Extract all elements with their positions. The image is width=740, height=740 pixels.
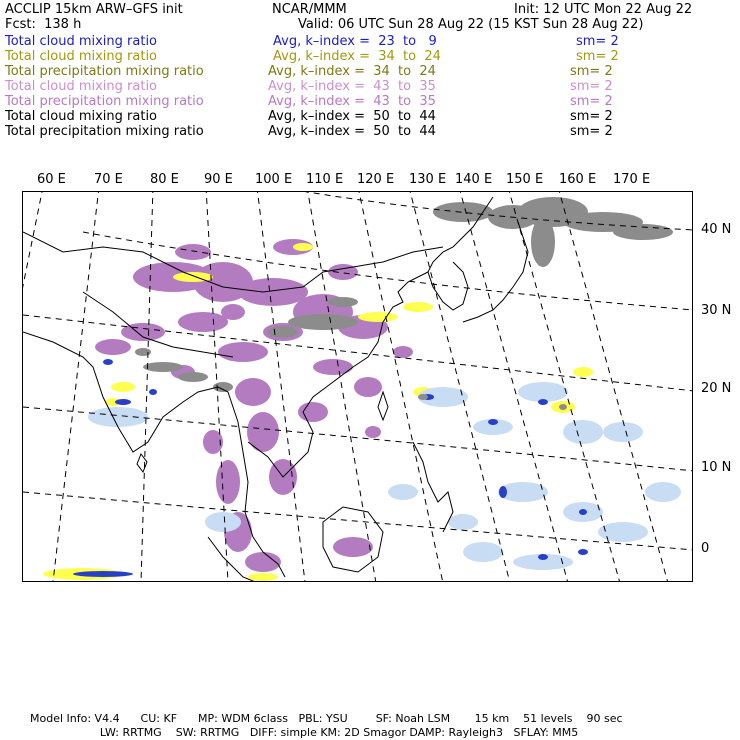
legend-field-name: Total precipitation mixing ratio — [5, 94, 204, 109]
model-title: ACCLIP 15km ARW–GFS init — [5, 2, 183, 17]
purple-cloud-area — [247, 412, 279, 452]
yellow-cloud-area — [573, 367, 593, 377]
gray-cloud-area — [143, 362, 183, 372]
blue-cloud-area — [538, 399, 548, 405]
purple-cloud-area — [354, 377, 382, 397]
legend-smoothing: sm= 2 — [570, 94, 613, 109]
yellow-cloud-area — [293, 243, 313, 251]
purple-cloud-area — [121, 323, 165, 341]
model-info-line1: Model Info: V4.4 CU: KF MP: WDM 6class PBL: YSU SF: Noah LSM 15 km 51 levels 90 sec — [30, 712, 623, 725]
legend-row — [5, 49, 735, 64]
legend-row — [5, 109, 735, 124]
forecast-hour: Fcst: 138 h — [5, 17, 82, 32]
latitude-label: 0 — [701, 541, 710, 556]
legend-field-name: Total precipitation mixing ratio — [5, 64, 204, 79]
longitude-label: 60 E — [37, 172, 66, 187]
gray-cloud-area — [268, 326, 298, 338]
legend-avg-range: Avg, k–index = 43 to 35 — [268, 94, 436, 109]
purple-cloud-area — [235, 378, 271, 406]
purple-cloud-area — [95, 339, 131, 355]
purple-cloud-area — [365, 426, 381, 438]
coastline-segment — [303, 247, 443, 287]
gray-cloud-area — [559, 404, 567, 410]
longitude-label: 70 E — [94, 172, 123, 187]
blue-cloud-area — [579, 509, 587, 515]
purple-cloud-area — [218, 342, 268, 362]
yellow-cloud-area — [111, 382, 135, 392]
latitude-label: 30 N — [701, 303, 732, 318]
legend-field-name: Total cloud mixing ratio — [5, 34, 158, 49]
legend-field-name: Total cloud mixing ratio — [5, 79, 158, 94]
blue-cloud-area — [538, 554, 548, 560]
gray-cloud-area — [418, 394, 428, 400]
blue-cloud-area — [115, 399, 131, 405]
legend-avg-range: Avg, k–index = 50 to 44 — [268, 109, 436, 124]
legend-avg-range: Avg, k–index = 43 to 35 — [268, 79, 436, 94]
legend-row — [5, 79, 735, 94]
gray-cloud-area — [531, 217, 555, 267]
coastline-segment — [137, 454, 147, 472]
blue-cloud-area — [103, 359, 113, 365]
longitude-label: 150 E — [506, 172, 544, 187]
blue-cloud-area — [488, 419, 498, 425]
legend-field-name: Total cloud mixing ratio — [5, 49, 158, 64]
legend-avg-range: Avg, k–index = 50 to 44 — [268, 124, 436, 139]
blue-cloud-area — [499, 486, 507, 498]
legend-avg-range: Avg, k–index = 34 to 24 — [273, 49, 441, 64]
purple-cloud-area — [175, 244, 211, 260]
latitude-label: 40 N — [701, 222, 732, 237]
legend-smoothing: sm= 2 — [570, 64, 613, 79]
legend-smoothing: sm= 2 — [576, 34, 619, 49]
light-blue-cloud-area — [463, 542, 503, 562]
purple-cloud-area — [221, 304, 245, 320]
light-blue-cloud-area — [563, 420, 603, 444]
yellow-cloud-area — [248, 573, 278, 581]
legend-field-name: Total precipitation mixing ratio — [5, 124, 204, 139]
legend-avg-range: Avg, k–index = 34 to 24 — [268, 64, 436, 79]
gray-cloud-area — [288, 314, 358, 330]
gray-cloud-area — [135, 348, 151, 356]
light-blue-cloud-area — [603, 422, 643, 442]
coastline-segment — [413, 442, 453, 532]
gray-cloud-area — [613, 224, 673, 240]
purple-cloud-area — [313, 359, 353, 375]
longitude-label: 110 E — [306, 172, 344, 187]
coastline-segment — [378, 392, 388, 420]
gray-cloud-area — [178, 372, 208, 382]
blue-cloud-area — [73, 571, 133, 577]
purple-cloud-area — [333, 537, 373, 557]
org-label: NCAR/MMM — [272, 2, 347, 17]
longitude-line — [23, 192, 43, 582]
coastline-segment — [248, 322, 383, 477]
yellow-cloud-area — [358, 312, 398, 322]
legend-avg-range: Avg, k–index = 23 to 9 — [273, 34, 437, 49]
legend-row — [5, 64, 735, 79]
model-info-line2: LW: RRTMG SW: RRTMG DIFF: simple KM: 2D Smagor DAMP: Rayleigh3 SFLAY: MM5 — [30, 726, 579, 739]
light-blue-cloud-area — [388, 484, 418, 500]
longitude-label: 160 E — [559, 172, 597, 187]
coastline-segment — [463, 222, 528, 322]
purple-cloud-area — [216, 460, 240, 504]
init-time: Init: 12 UTC Mon 22 Aug 22 — [514, 2, 693, 17]
light-blue-cloud-area — [448, 514, 478, 530]
legend-row — [5, 124, 735, 139]
longitude-label: 80 E — [150, 172, 179, 187]
longitude-label: 170 E — [613, 172, 651, 187]
field-shading — [43, 197, 681, 581]
purple-cloud-area — [238, 278, 308, 306]
light-blue-cloud-area — [88, 407, 148, 427]
latitude-label: 10 N — [701, 460, 732, 475]
valid-time: Valid: 06 UTC Sun 28 Aug 22 (15 KST Sun 28 Aug 22) — [298, 17, 644, 32]
legend-smoothing: sm= 2 — [576, 49, 619, 64]
blue-cloud-area — [149, 389, 157, 395]
longitude-label: 100 E — [255, 172, 293, 187]
light-blue-cloud-area — [598, 522, 648, 542]
longitude-label: 120 E — [357, 172, 395, 187]
map-canvas — [23, 192, 693, 582]
legend-row — [5, 34, 735, 49]
purple-cloud-area — [393, 346, 413, 358]
light-blue-cloud-area — [205, 512, 241, 532]
legend-smoothing: sm= 2 — [570, 79, 613, 94]
legend-field-name: Total cloud mixing ratio — [5, 109, 158, 124]
yellow-cloud-area — [403, 302, 433, 312]
map-panel — [22, 191, 693, 582]
gray-cloud-area — [328, 297, 358, 307]
purple-cloud-area — [178, 312, 228, 332]
light-blue-cloud-area — [645, 482, 681, 502]
longitude-line — [141, 192, 153, 582]
legend-row — [5, 94, 735, 109]
legend-smoothing: sm= 2 — [570, 109, 613, 124]
latitude-label: 20 N — [701, 381, 732, 396]
legend-smoothing: sm= 2 — [570, 124, 613, 139]
blue-cloud-area — [578, 549, 588, 555]
longitude-label: 90 E — [204, 172, 233, 187]
gray-cloud-area — [433, 202, 493, 222]
purple-cloud-area — [328, 264, 358, 280]
longitude-label: 140 E — [455, 172, 493, 187]
longitude-label: 130 E — [409, 172, 447, 187]
